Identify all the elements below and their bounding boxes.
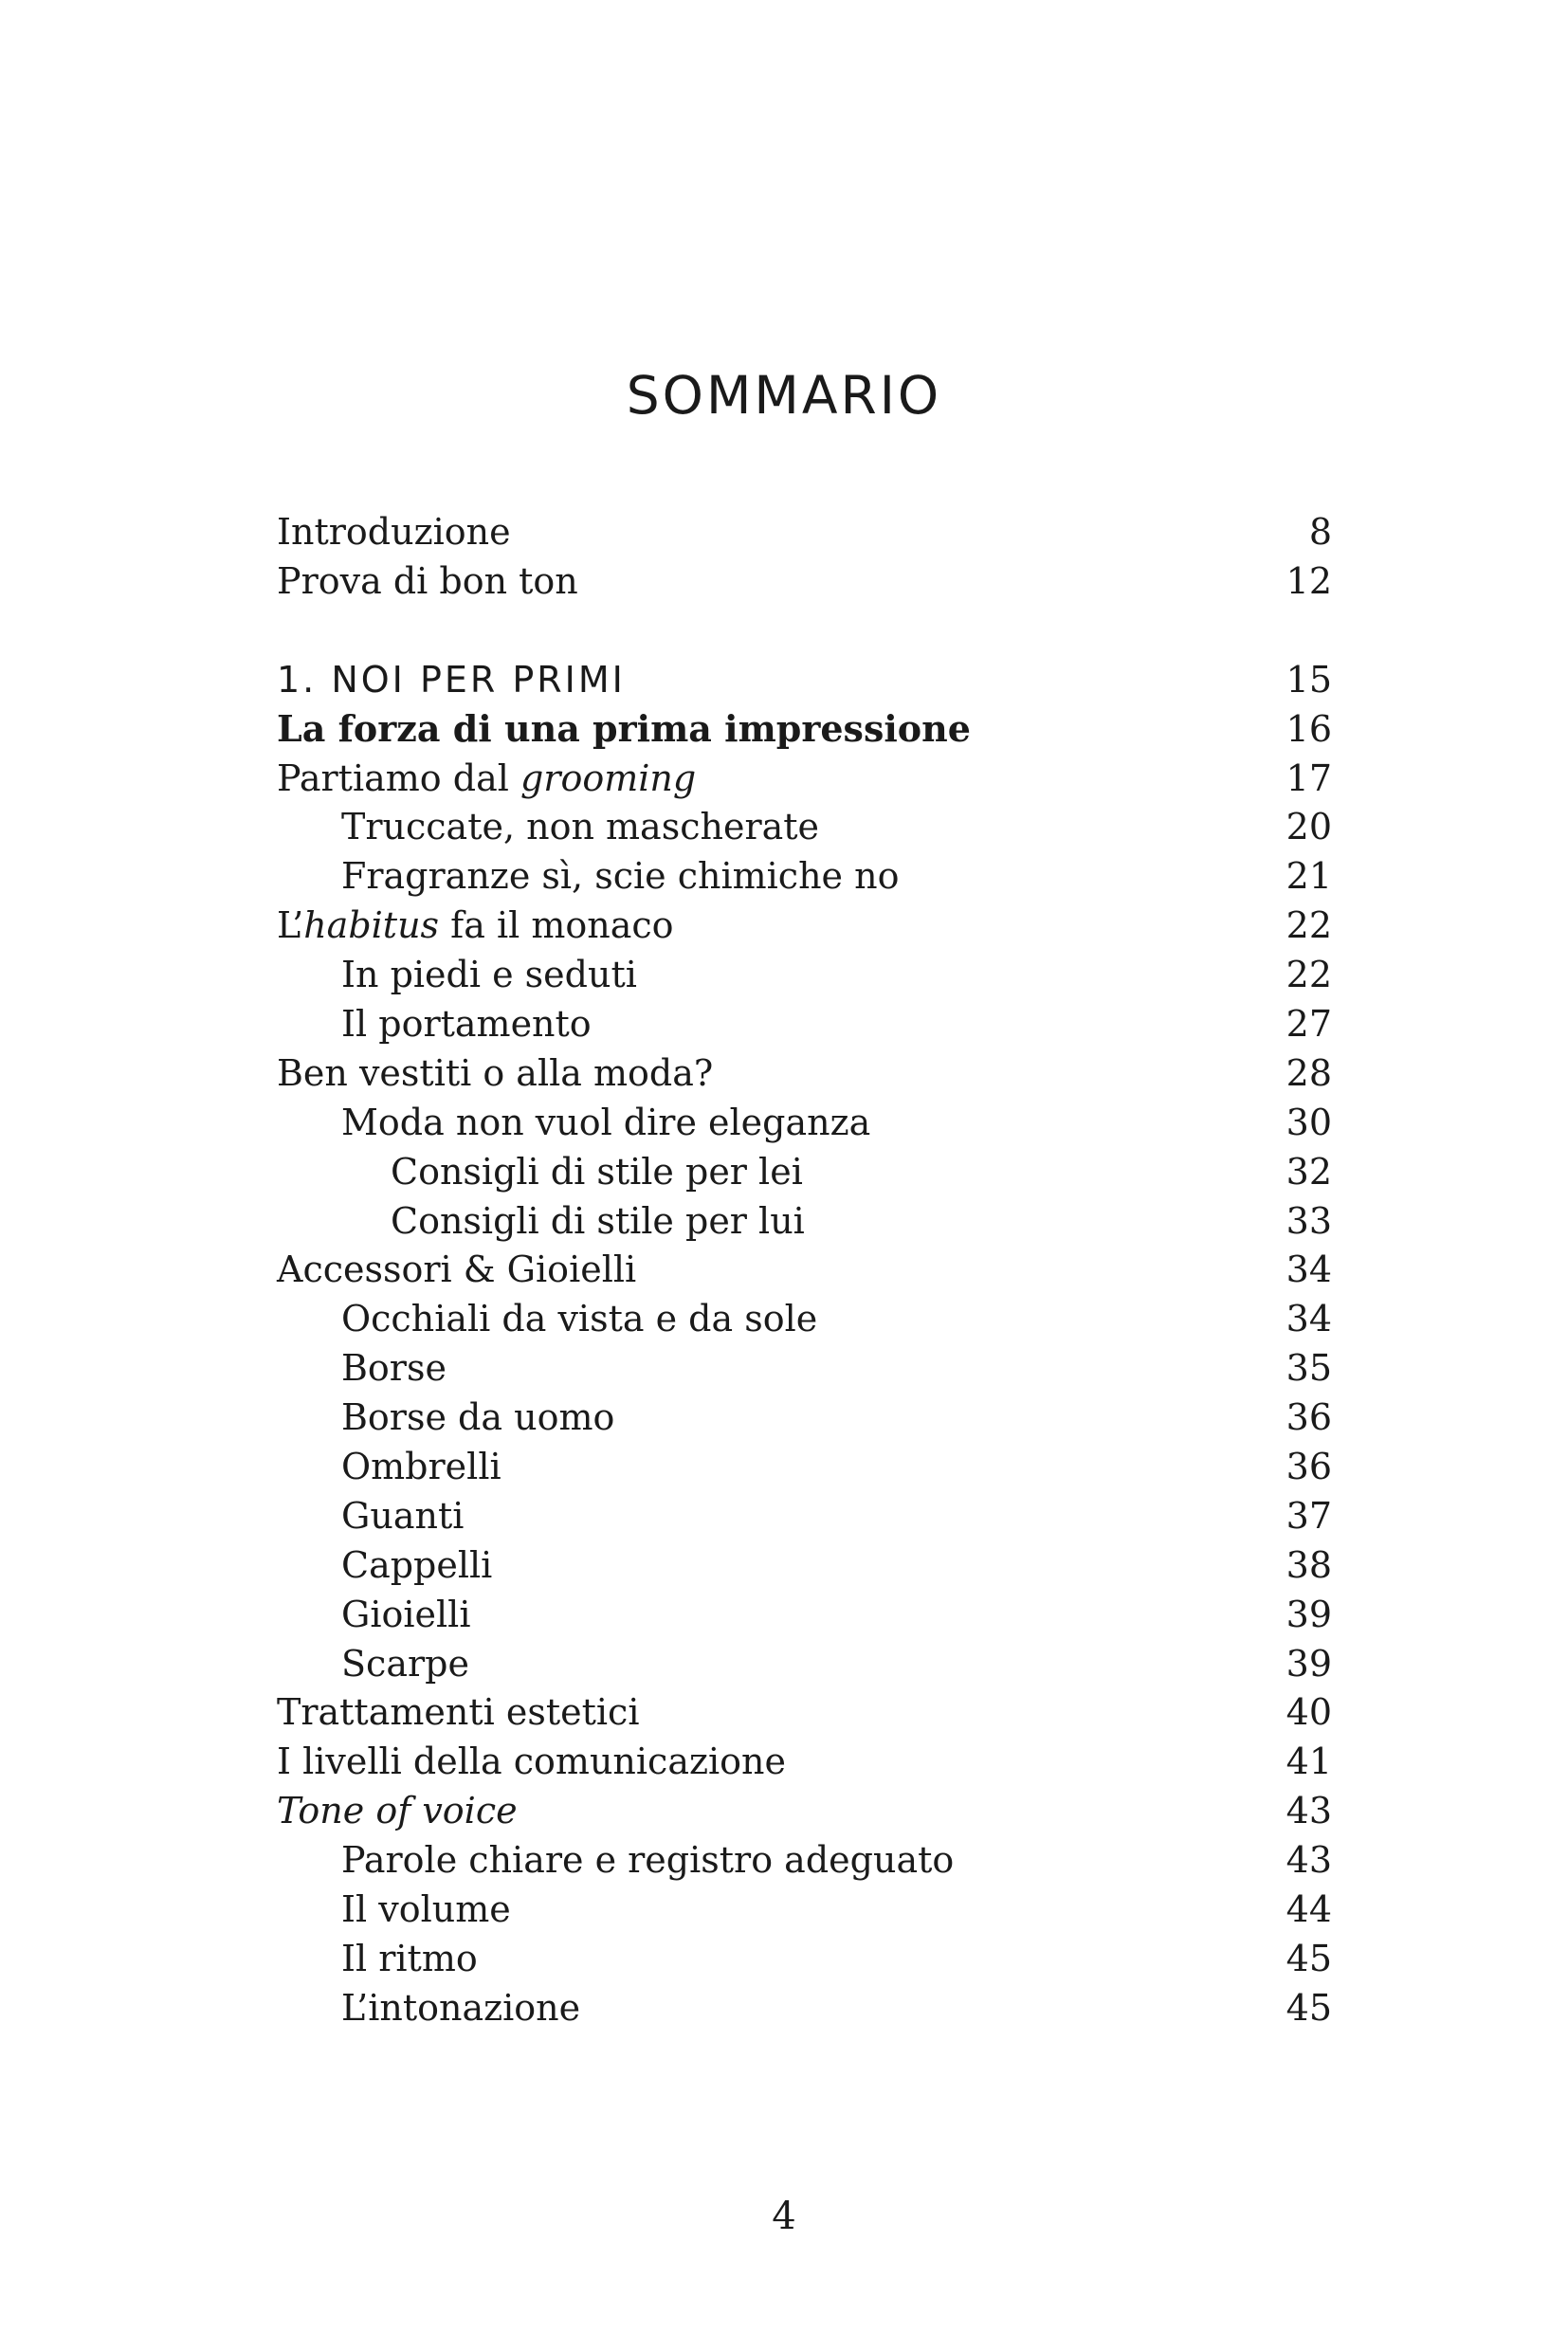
- toc-entry-consigli-per-lui[interactable]: [277, 1196, 1332, 1246]
- toc-entry-page: 28: [1285, 1051, 1332, 1094]
- toc-entry-page: 17: [1285, 756, 1332, 799]
- toc-entry-page: 34: [1285, 1298, 1332, 1340]
- toc-entry-page: 20: [1285, 806, 1332, 848]
- toc-entry-title: Moda non vuol dire eleganza: [341, 1101, 871, 1143]
- toc-entry-title-italic: habitus: [303, 904, 440, 947]
- toc-entry-title: Accessori & Gioielli: [277, 1248, 637, 1291]
- toc-entry-title: Introduzione: [277, 510, 511, 553]
- toc-entry-page: 36: [1285, 1396, 1332, 1439]
- toc-entry-trattamenti-estetici[interactable]: [277, 1687, 1332, 1737]
- toc-entry-prova-di-bon-ton[interactable]: [277, 556, 1332, 606]
- toc-entry-title: Occhiali da vista e da sole: [341, 1298, 818, 1340]
- toc-entry-introduzione[interactable]: [277, 507, 1332, 556]
- toc-entry-title: I livelli della comunicazione: [277, 1740, 786, 1783]
- toc-entry-page: 8: [1308, 510, 1332, 553]
- toc-entry-borse-da-uomo[interactable]: [277, 1393, 1332, 1442]
- toc-entry-title-text: Partiamo dal: [277, 756, 520, 799]
- toc-entry-ben-vestiti[interactable]: [277, 1048, 1332, 1098]
- toc-entry-title: In piedi e seduti: [341, 954, 637, 996]
- toc-entry-page: 27: [1285, 1002, 1332, 1045]
- toc-entry-title: Il portamento: [341, 1002, 592, 1045]
- toc-entry-borse[interactable]: [277, 1343, 1332, 1393]
- toc-entry-title: Borse da uomo: [341, 1396, 615, 1439]
- toc-chapter-noi-per-primi[interactable]: [277, 655, 1332, 704]
- toc-entry-consigli-per-lei[interactable]: [277, 1147, 1332, 1196]
- toc-entry-tone-of-voice[interactable]: [277, 1786, 1332, 1835]
- toc-entry-title: Gioielli: [341, 1593, 471, 1635]
- page-title: SOMMARIO: [626, 365, 942, 426]
- toc-entry-scarpe[interactable]: [277, 1639, 1332, 1688]
- toc-entry-page: 39: [1285, 1642, 1332, 1685]
- toc-entry-title-text: L’: [277, 904, 304, 947]
- toc-entry-il-ritmo[interactable]: [277, 1934, 1332, 1983]
- toc-entry-partiamo-dal-grooming[interactable]: [277, 754, 1332, 803]
- toc-entry-page: 38: [1285, 1543, 1332, 1586]
- toc-entry-title: [277, 1790, 1256, 1832]
- toc-entry-title: 1. NOI PER PRIMI: [277, 658, 626, 701]
- toc-entry-moda-non-vuol-dire-eleganza[interactable]: [277, 1098, 1332, 1147]
- toc-entry-gioielli[interactable]: [277, 1590, 1332, 1639]
- toc-entry-title: Il ritmo: [341, 1937, 478, 1979]
- toc-entry-page: 30: [1285, 1101, 1332, 1143]
- toc-entry-title: Cappelli: [341, 1543, 493, 1586]
- page-number: 4: [772, 2195, 796, 2238]
- toc-entry-title: Fragranze sì, scie chimiche no: [341, 855, 900, 898]
- toc-entry-title: Scarpe: [341, 1642, 469, 1685]
- toc-spacer: [277, 606, 1332, 655]
- toc-entry-habitus-fa-il-monaco[interactable]: [277, 901, 1332, 950]
- toc-entry-page: 45: [1285, 1986, 1332, 2029]
- toc-entry-fragranze[interactable]: [277, 851, 1332, 901]
- toc-entry-title: [277, 756, 1256, 799]
- toc-entry-page: 39: [1285, 1593, 1332, 1635]
- toc-entry-il-portamento[interactable]: [277, 999, 1332, 1048]
- toc-entry-page: 15: [1285, 658, 1332, 701]
- toc-entry-page: 22: [1285, 954, 1332, 996]
- toc-entry-page: 43: [1285, 1839, 1332, 1882]
- toc-entry-title: Consigli di stile per lui: [391, 1199, 805, 1242]
- toc-entry-intonazione[interactable]: [277, 1983, 1332, 2032]
- toc-entry-livelli-comunicazione[interactable]: [277, 1737, 1332, 1786]
- toc-entry-occhiali[interactable]: [277, 1294, 1332, 1343]
- toc-entry-page: 16: [1285, 707, 1332, 750]
- toc-entry-page: 44: [1285, 1887, 1332, 1930]
- toc-entry-title: Borse: [341, 1347, 447, 1390]
- toc-entry-title-text: fa il monaco: [439, 904, 674, 947]
- toc-entry-title-italic: Tone of voice: [277, 1790, 518, 1832]
- toc-entry-title: [277, 904, 1256, 947]
- toc-entry-page: 21: [1285, 855, 1332, 898]
- toc-entry-title: Guanti: [341, 1494, 465, 1537]
- toc-entry-page: 22: [1285, 904, 1332, 947]
- toc-entry-title: Parole chiare e registro adeguato: [341, 1839, 955, 1882]
- toc-entry-la-forza-di-una-prima-impressione[interactable]: [277, 704, 1332, 754]
- toc-entry-title: La forza di una prima impressione: [277, 706, 971, 750]
- toc-entry-in-piedi-e-seduti[interactable]: [277, 950, 1332, 999]
- toc-entry-title: Trattamenti estetici: [277, 1691, 640, 1734]
- toc-entry-ombrelli[interactable]: [277, 1442, 1332, 1491]
- toc-entry-title: Ombrelli: [341, 1445, 501, 1487]
- toc-entry-page: 37: [1285, 1494, 1332, 1537]
- toc-entry-page: 45: [1285, 1937, 1332, 1979]
- toc-entry-il-volume[interactable]: [277, 1885, 1332, 1934]
- toc-entry-parole-chiare[interactable]: [277, 1835, 1332, 1885]
- toc-entry-page: 40: [1285, 1691, 1332, 1734]
- toc-entry-guanti[interactable]: [277, 1491, 1332, 1540]
- table-of-contents: [277, 507, 1332, 2032]
- toc-entry-page: 43: [1285, 1790, 1332, 1832]
- toc-entry-title: Il volume: [341, 1887, 511, 1930]
- toc-entry-title: Truccate, non mascherate: [341, 806, 820, 848]
- toc-entry-title: Ben vestiti o alla moda?: [277, 1051, 714, 1094]
- toc-entry-page: 41: [1285, 1740, 1332, 1783]
- toc-entry-title-italic: grooming: [520, 756, 697, 799]
- toc-entry-title: Consigli di stile per lei: [391, 1150, 803, 1193]
- toc-entry-page: 35: [1285, 1347, 1332, 1390]
- toc-entry-title: Prova di bon ton: [277, 559, 578, 602]
- toc-entry-page: 33: [1285, 1199, 1332, 1242]
- toc-entry-accessori-gioielli[interactable]: [277, 1245, 1332, 1294]
- toc-entry-page: 12: [1285, 559, 1332, 602]
- toc-entry-page: 34: [1285, 1248, 1332, 1291]
- toc-entry-cappelli[interactable]: [277, 1540, 1332, 1590]
- toc-entry-page: 36: [1285, 1445, 1332, 1487]
- toc-entry-page: 32: [1285, 1150, 1332, 1193]
- toc-entry-title: L’intonazione: [341, 1986, 581, 2029]
- toc-entry-truccate-non-mascherate[interactable]: [277, 802, 1332, 851]
